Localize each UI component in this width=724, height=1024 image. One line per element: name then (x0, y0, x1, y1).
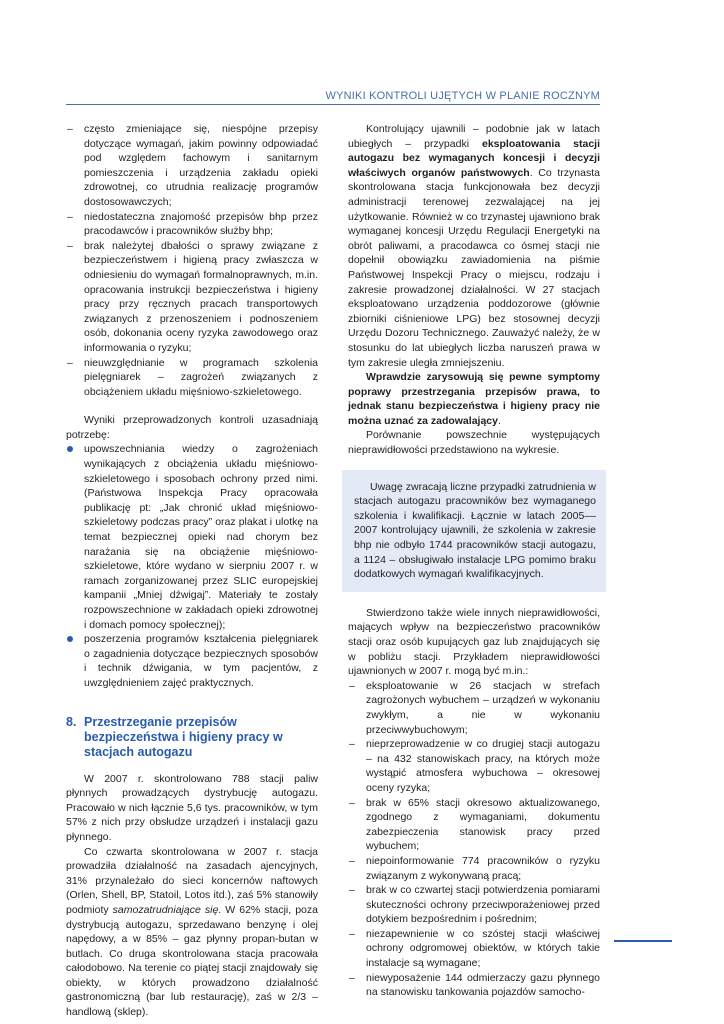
dash-marker: – (349, 971, 355, 984)
dash-marker: – (67, 356, 73, 369)
list-item: – niepoinformowanie 774 pracowników o ryzyku związanym z wykonywaną pracą; (349, 854, 600, 882)
list-item: – niewyposażenie 144 odmierzaczy gazu płynnego na stanowisku tankowania pojazdów samocho- (349, 971, 600, 999)
bullet-icon (67, 446, 73, 452)
right-column (348, 122, 600, 1000)
dash-marker: – (349, 884, 355, 897)
list-item: – niedostateczna znajomość przepisów bhp przez pracodawców i pracowników służby bhp; (67, 210, 318, 238)
dash-marker: – (67, 123, 73, 135)
paragraph: Porównanie powszechnie występujących nieprawidłowości przedstawiono na wykresie. (348, 429, 600, 457)
list-item: – nieprzeprowadzenie w co drugiej stacji autogazu – na 432 stanowiskach pracy, na których może wystąpić atmosfera wybuchowa – okresowej oceny ryzyka; (349, 738, 600, 794)
list-item: – eksploatowanie w 26 stacjach w strefach zagrożonych wybuchem – urządzeń w wykonaniu zwykłym, a nie w wykonaniu przeciwwybuchowym; (349, 679, 600, 736)
dash-marker: – (349, 738, 355, 751)
dash-marker: – (349, 679, 355, 692)
list-item: – brak w co czwartej stacji potwierdzenia pomiarami skuteczności ochrony przeciwporażeniowej przed dotykiem bezpośrednim i pośrednim; (349, 884, 600, 926)
bullet-item: poszerzenia programów kształcenia pielęgniarek o zagadnienia dotyczące bezpiecznych sposobów i technik dźwigania, w tym pacjentów, z uwzględnieniem zajęć praktycznych. (66, 632, 318, 690)
list-item: – brak należytej dbałości o sprawy związane z bezpieczeństwem i higieną pracy zwłaszcza w odniesieniu do wymagań formalnoprawnych, m.in. opracowania instrukcji bezpieczeństwa i higieny pracy przy ręcznych pracach transportowych związanych z przenoszeniem i podnoszeniem osób, dokonania oceny ryzyka zawodowego oraz informowania o ryzyku; (67, 239, 318, 354)
box-text: Uwagę zwracają liczne przypadki zatrudnienia w stacjach autogazu pracowników bez wymaganego szkolenia i kwalifikacji. Łącznie w latach 2005––2007 kontrolujący ujawnili, że szkolenia w zakresie bhp nie odbyło 1744 pracowników stacji autogazu, a 1124 – obsługiwało instalacje LPG pomimo braku dodatkowych wymagań kwalifikacyjnych. (354, 480, 596, 581)
highlight-box (342, 470, 606, 592)
section-heading (66, 715, 318, 760)
list-item: – często zmieniające się, niespójne przepisy dotyczące wymagań, jakim powinny odpowiadać pod względem fachowym i sanitarnym pomieszczenia i urządzenia zakładu opieki zdrowotnej, co utrudnia realizację programów dostosowawczych; (67, 123, 318, 208)
paragraph: Wprawdzie zarysowują się pewne symptomy poprawy przestrzegania przepisów prawa, to jednak stanu bezpieczeństwa i higieny pracy nie można uznać za zadowalający. (348, 371, 600, 427)
bullet-item: upowszechniania wiedzy o zagrożeniach wynikających z obciążenia układu mięśniowo-szkieletowego i sposobach ochrony przed nimi. (Państwowa Inspekcja Pracy opracowała publikację pt: „Jak chronić układ mięśniowo-szkieletowy podczas pracy” oraz plakat i ulotkę na temat bezpiecznej opieki nad chorym bez narażania się na obciążenie mięśniowo-szkieletowe, które wydano w sierpniu 2007 r. w ramach zorganizowanej przez SLIC europejskiej kampanii „Mniej dźwigaj”. Materiały te zostały rozpowszechnione w zakładach opieki zdrowotnej i domach pomocy społecznej); (66, 442, 318, 632)
dash-marker: – (349, 927, 355, 940)
dash-marker: – (349, 796, 355, 809)
running-header: WYNIKI KONTROLI UJĘTYCH W PLANIE ROCZNYM (325, 90, 600, 102)
section-title: Przestrzeganie przepisów bezpieczeństwa i higieny pracy w stacjach autogazu (84, 714, 283, 759)
paragraph: Kontrolujący ujawnili – podobnie jak w latach ubiegłych – przypadki eksploatowania stacji autogazu bez wymaganych koncesji i decyzji właściwych organów państwowych. Co trzynasta skontrolowana stacja funkcjonowała bez decyzji administracji terenowej zezwalającej na jej użytkowanie. Również w co trzynastej ujawniono brak wymaganej koncesji Urzędu Regulacji Energetyki na obrót paliwami, a pracodawca co ósmej stacji nie dopełnił obowiązku zawiadomienia na piśmie Państwowej Inspekcji Pracy o miejscu, rodzaju i zakresie prowadzonej działalności. W 27 stacjach eksploatowano urządzenia poddozorowe (głównie zbiorniki ciśnieniowe LPG) bez stosownej decyzji Urzędu Dozoru Technicznego. Zauważyć należy, że w stosunku do lat ubiegłych liczba naruszeń prawa w tym zakresie uległa zmniejszeniu. (348, 123, 600, 369)
list-item: – niezapewnienie w co szóstej stacji właściwej ochrony odgromowej obiektów, w których takie instalacje są wymagane; (349, 927, 600, 970)
bold-phrase: eksploatowania stacji autogazu bez wymaganych koncesji i decyzji właściwych organów państwowych (348, 137, 600, 179)
paragraph: Stwierdzono także wiele innych nieprawidłowości, mających wpływ na bezpieczeństwo pracowników stacji oraz osób kupujących gaz lub znajdujących się w pobliżu stacji. Przykładem nieprawidłowości ujawnionych w 2007 r. mogą być m.in.: (348, 606, 600, 678)
dash-marker: – (67, 239, 73, 252)
dash-marker: – (67, 210, 73, 223)
results-intro: Wyniki przeprowadzonych kontroli uzasadniają potrzebę: (66, 414, 318, 441)
footer-rule (614, 940, 672, 942)
header-rule (66, 104, 600, 105)
italic-term: samozatrudniające się (112, 903, 219, 916)
list-item: – brak w 65% stacji okresowo aktualizowanego, zgodnego z wymaganiami, dokumentu zabezpieczenia stanowisk pracy przed wybuchem; (349, 796, 600, 853)
bullet-icon (67, 636, 73, 642)
left-column (66, 122, 318, 1020)
bold-phrase: Wprawdzie zarysowują się pewne symptomy poprawy przestrzegania przepisów prawa, to jednak stanu bezpieczeństwa i higieny pracy nie można uznać za zadowalający (348, 371, 600, 427)
list-item: – nieuwzględnianie w programach szkolenia pielęgniarek – zagrożeń związanych z obciążeniem układu mięśniowo-szkieletowego. (67, 356, 318, 398)
section-number: 8. (66, 714, 77, 729)
dash-marker: – (349, 854, 355, 867)
paragraph: Co czwarta skontrolowana w 2007 r. stacja prowadziła działalność na zasadach ajencyjnych, 31% przynależało do sieci koncernów naftowych (Orlen, Shell, BP, Statoil, Lotos itd.), zaś 5% stanowiły podmioty samozatrudniające się. W 62% stacji, poza dystrybucją autogazu, sprzedawano benzynę i olej napędowy, a w 85% – gaz płynny propan-butan w butlach. Co druga skontrolowana stacja pracowała całodobowo. Na terenie co piątej stacji znajdowały się obiekty, w których prowadzono działalność gastronomiczną (bar lub restaurację), zaś w 2/3 – handlową (sklep). (66, 845, 318, 1019)
paragraph: W 2007 r. skontrolowano 788 stacji paliw płynnych prowadzących dystrybucję autogazu. Pracowało w nich łącznie 5,6 tys. pracowników, w tym 57% z nich przy obsłudze urządzeń i instalacji gazu płynnego. (66, 772, 318, 843)
